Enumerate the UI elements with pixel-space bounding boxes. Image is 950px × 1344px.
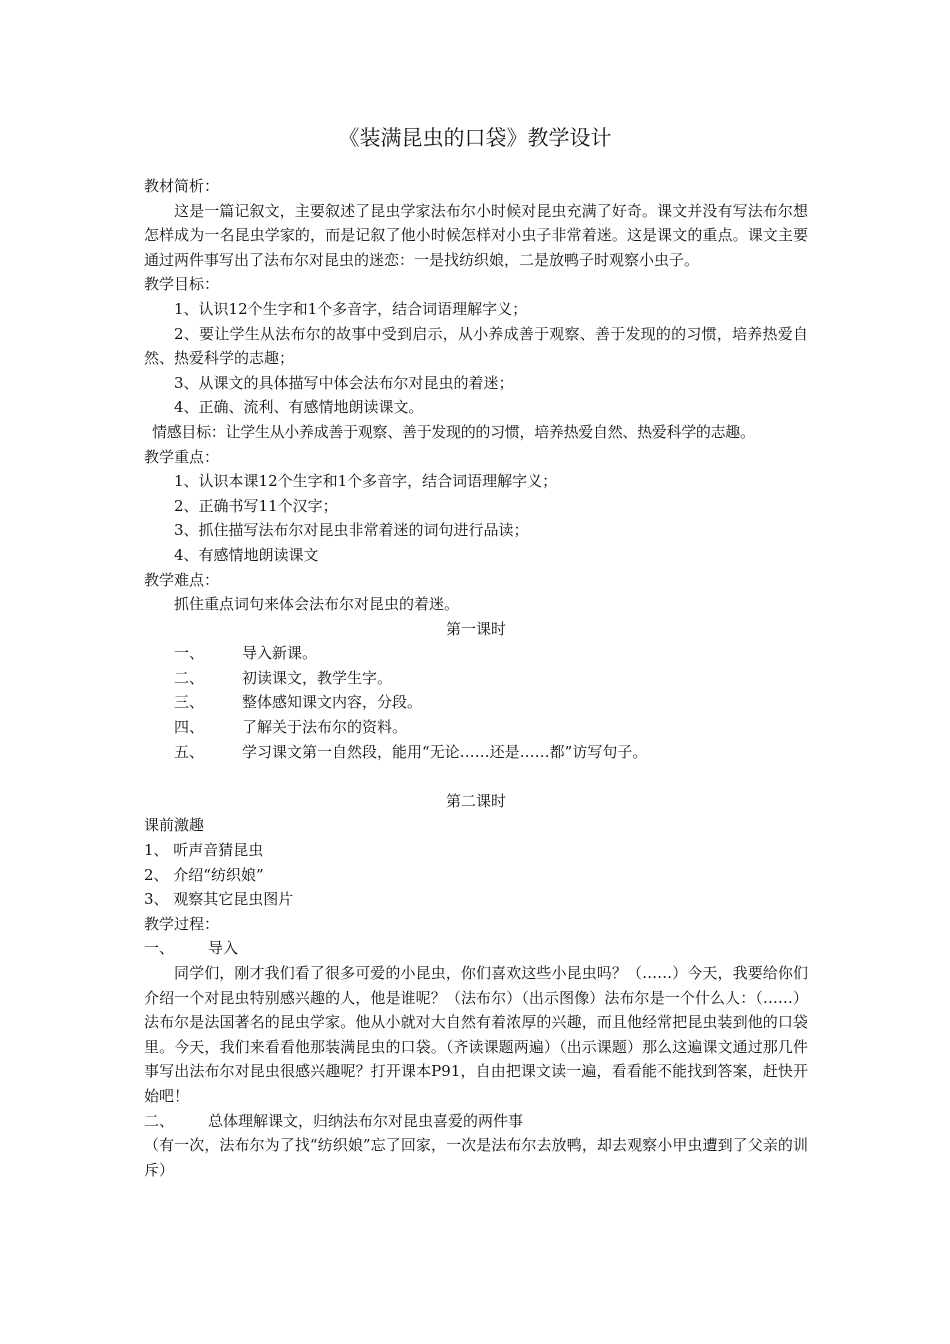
process-step-paragraph: （有一次，法布尔为了找“纺织娘”忘了回家，一次是法布尔去放鸭，却去观察小甲虫遭到了父亲的训斥） xyxy=(144,1136,808,1179)
lesson1-item-num: 五、 xyxy=(174,742,205,761)
lesson2-heading: 第二课时 xyxy=(445,791,506,810)
warmup-heading: 课前激趣 xyxy=(144,816,205,835)
lesson1-item xyxy=(144,641,808,666)
lesson1-item-text: 导入新课。 xyxy=(242,644,318,663)
warmup-item: 1、 听声音猜昆虫 xyxy=(144,841,264,860)
goals-heading: 教学目标： xyxy=(144,275,220,294)
document-body xyxy=(144,174,808,1182)
process-step xyxy=(144,1109,808,1134)
lesson1-heading: 第一课时 xyxy=(445,619,506,638)
blank-line xyxy=(144,764,808,789)
lesson1-item xyxy=(144,690,808,715)
analysis-heading: 教材简析： xyxy=(144,177,220,195)
goal-item: 1、认识12个生字和1个多音字，结合词语理解字义； xyxy=(174,299,528,318)
difficulty-text: 抓住重点词句来体会法布尔对昆虫的着迷。 xyxy=(174,595,460,614)
lesson1-item-num: 二、 xyxy=(174,668,205,687)
key-points-heading: 教学重点： xyxy=(144,447,220,466)
process-heading: 教学过程： xyxy=(144,914,220,933)
lesson1-item xyxy=(144,740,808,765)
goal-item: 4、正确、流利、有感情地朗读课文。 xyxy=(174,398,424,417)
emotion-goal: 情感目标：让学生从小养成善于观察、善于发现的的习惯，培养热爱自然、热爱科学的志趣。 xyxy=(152,422,755,441)
document-title: 《装满昆虫的口袋》教学设计 xyxy=(338,126,612,150)
analysis-text: 这是一篇记叙文，主要叙述了昆虫学家法布尔小时候对昆虫充满了好奇。课文并没有写法布尔想怎样成为一名昆虫学家的，而是记叙了他小时候怎样对小虫子非常着迷。这是课文的重点。课文主要通过两件事写出了法布尔对昆虫的迷恋：一是找纺织娘，二是放鸭子时观察小虫子。 xyxy=(144,201,808,269)
lesson1-item-num: 四、 xyxy=(174,718,205,737)
process-step-paragraph: 同学们，刚才我们看了很多可爱的小昆虫，你们喜欢这些小昆虫吗？（……）今天，我要给你们介绍一个对昆虫特别感兴趣的人，他是谁呢？（法布尔）（出示图像）法布尔是一个什么人：（……）法布尔是法国著名的昆虫学家。他从小就对大自然有着浓厚的兴趣，而且他经常把昆虫装到他的口袋里。今天，我们来看看他那装满昆虫的口袋。（齐读课题两遍）（出示课题）那么这遍课文通过那几件事写出法布尔对昆虫很感兴趣呢？打开课本P91，自由把课文读一遍，看看能不能找到答案，赶快开始吧！ xyxy=(144,964,808,1105)
lesson1-item-text: 整体感知课文内容，分段。 xyxy=(242,693,423,712)
warmup-item: 2、 介绍“纺织娘” xyxy=(144,865,264,884)
goal-item: 3、从课文的具体描写中体会法布尔对昆虫的着迷； xyxy=(174,373,514,392)
key-point-item: 2、正确书写11个汉字； xyxy=(174,496,338,515)
lesson1-item-num: 一、 xyxy=(174,644,205,663)
lesson1-item-num: 三、 xyxy=(174,693,205,712)
warmup-item: 3、 观察其它昆虫图片 xyxy=(144,890,294,909)
lesson1-item-text: 初读课文，教学生字。 xyxy=(242,668,393,687)
process-step xyxy=(144,936,808,961)
key-point-item: 1、认识本课12个生字和1个多音字，结合词语理解字义； xyxy=(174,472,558,491)
lesson1-item-text: 学习课文第一自然段，能用“无论……还是……都”访写句子。 xyxy=(242,742,648,761)
goal-item: 2、要让学生从法布尔的故事中受到启示，从小养成善于观察、善于发现的的习惯，培养热爱自然、热爱科学的志趣； xyxy=(144,324,808,368)
process-step-num: 一、 xyxy=(144,939,175,958)
process-step-text: 导入 xyxy=(208,939,239,958)
lesson1-item xyxy=(144,715,808,740)
lesson1-item-text: 了解关于法布尔的资料。 xyxy=(242,718,408,737)
process-step-num: 二、 xyxy=(144,1111,175,1130)
difficulty-heading: 教学难点： xyxy=(144,570,220,589)
key-point-item: 3、抓住描写法布尔对昆虫非常着迷的词句进行品读； xyxy=(174,521,529,540)
lesson1-item xyxy=(144,666,808,691)
process-step-text: 总体理解课文，归纳法布尔对昆虫喜爱的两件事 xyxy=(208,1111,524,1130)
key-point-item: 4、有感情地朗读课文 xyxy=(174,545,319,564)
